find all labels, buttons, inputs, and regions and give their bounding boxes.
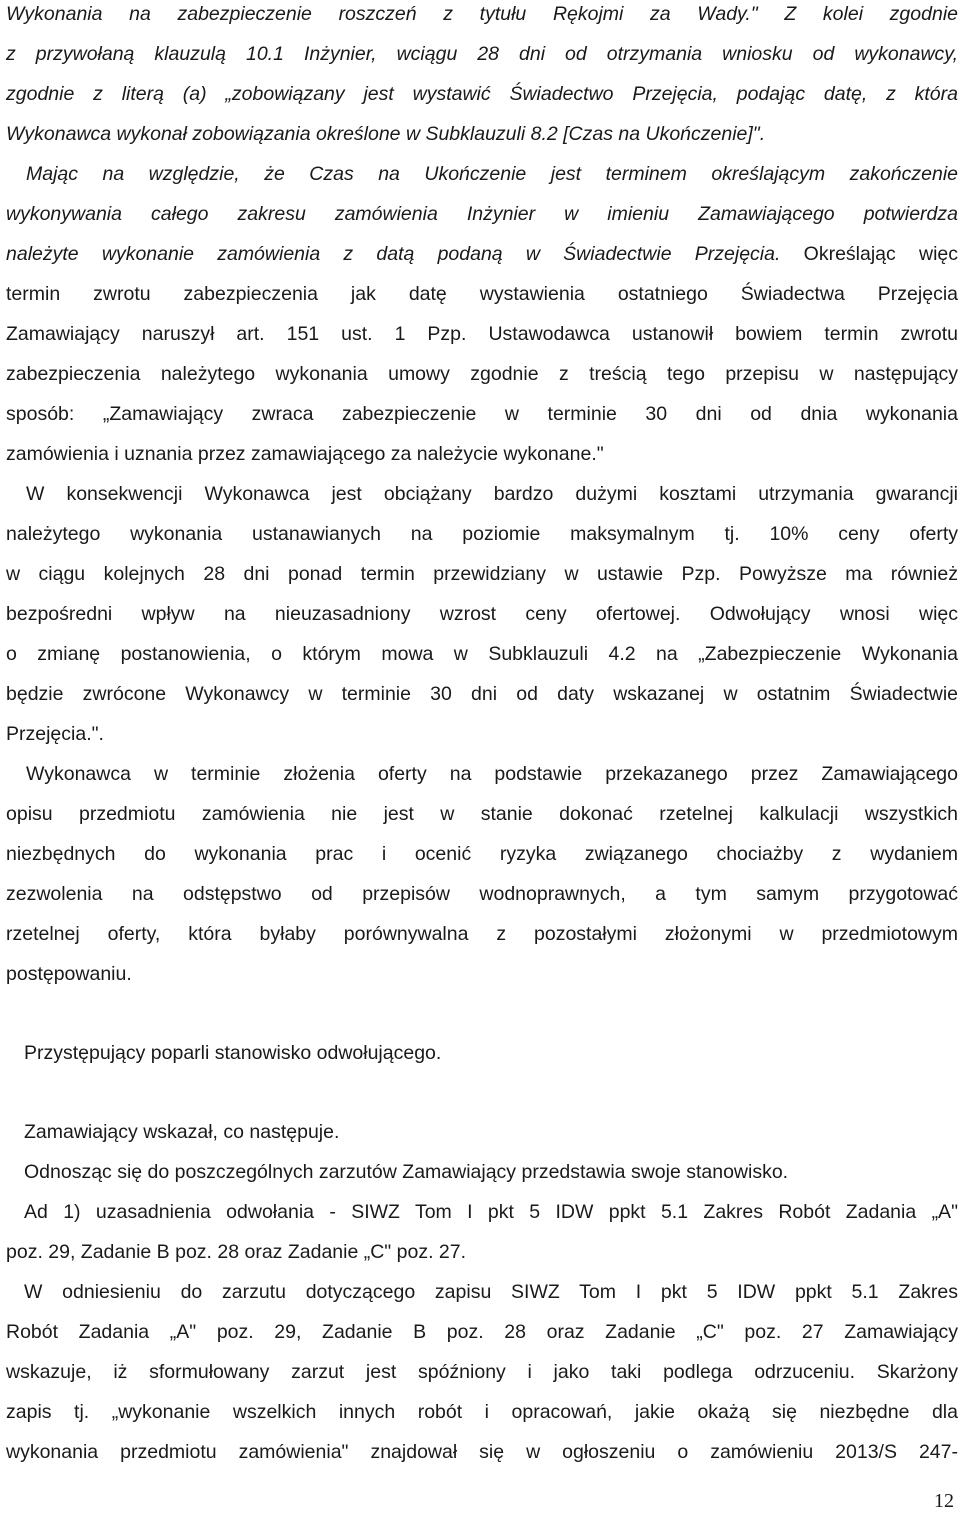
page-number: 12 <box>934 1490 954 1512</box>
paragraph-line: zapis tj. „wykonanie wszelkich innych robót i opracowań, jakie okażą się niezbędne dla <box>6 1401 958 1423</box>
paragraph-line: Odnosząc się do poszczególnych zarzutów Zamawiający przedstawia swoje stanowisko. <box>24 1161 789 1183</box>
paragraph-line: sposób: „Zamawiający zwraca zabezpieczenie w terminie 30 dni od dnia wykonania <box>6 403 958 425</box>
text-segment: należyte wykonanie zamówienia z datą podaną w Świadectwie Przejęcia. <box>6 243 781 265</box>
paragraph-line: niezbędnych do wykonania prac i ocenić ryzyka związanego chociażby z wydaniem <box>6 843 958 865</box>
paragraph-line: zabezpieczenia należytego wykonania umowy zgodnie z treścią tego przepisu w następujący <box>6 363 958 385</box>
text-segment: Określając więc <box>803 243 959 265</box>
paragraph-line <box>6 322 958 346</box>
paragraph-line: bezpośredni wpływ na nieuzasadniony wzrost ceny ofertowej. Odwołujący wnosi więc <box>6 603 958 625</box>
paragraph-line: zamówienia i uznania przez zamawiającego za należycie wykonane." <box>6 443 604 465</box>
paragraph-line: wskazuje, iż sformułowany zarzut jest spóźniony i jako taki podlega odrzuceniu. Skarżony <box>6 1361 958 1383</box>
paragraph-line: wykonywania całego zakresu zamówienia Inżynier w imieniu Zamawiającego potwierdza <box>6 203 958 225</box>
paragraph-line: rzetelnej oferty, która byłaby porównywalna z pozostałymi złożonymi w przedmiotowym <box>6 923 958 945</box>
paragraph-line: z przywołaną klauzulą 10.1 Inżynier, wciągu 28 dni od otrzymania wniosku od wykonawcy, <box>6 43 958 65</box>
paragraph-line: poz. 29, Zadanie B poz. 28 oraz Zadanie „C" poz. 27. <box>6 1241 467 1263</box>
paragraph-line: Wykonawca wykonał zobowiązania określone w Subklauzuli 8.2 [Czas na Ukończenie]". <box>6 123 766 145</box>
paragraph-line: W odniesieniu do zarzutu dotyczącego zapisu SIWZ Tom I pkt 5 IDW ppkt 5.1 Zakres <box>24 1281 958 1303</box>
paragraph-line: Ad 1) uzasadnienia odwołania - SIWZ Tom I pkt 5 IDW ppkt 5.1 Zakres Robót Zadania „A" <box>24 1201 958 1223</box>
paragraph-line: zezwolenia na odstępstwo od przepisów wodnoprawnych, a tym samym przygotować <box>6 883 958 905</box>
paragraph-line: Wykonawca w terminie złożenia oferty na podstawie przekazanego przez Zamawiającego <box>26 763 958 785</box>
paragraph-line: termin zwrotu zabezpieczenia jak datę wystawienia ostatniego Świadectwa Przejęcia <box>6 283 958 305</box>
paragraph-line: w ciągu kolejnych 28 dni ponad termin przewidziany w ustawie Pzp. Powyższe ma również <box>6 563 958 585</box>
paragraph-line: Przystępujący poparli stanowisko odwołującego. <box>24 1042 442 1064</box>
paragraph-line: Przejęcia.". <box>6 723 104 745</box>
paragraph-line: opisu przedmiotu zamówienia nie jest w stanie dokonać rzetelnej kalkulacji wszystkich <box>6 803 958 825</box>
paragraph-line: będzie zwrócone Wykonawcy w terminie 30 dni od daty wskazanej w ostatnim Świadectwie <box>6 683 958 705</box>
paragraph-line: należytego wykonania ustanawianych na poziomie maksymalnym tj. 10% ceny oferty <box>6 523 958 545</box>
paragraph-line <box>6 242 958 266</box>
paragraph-line: Zamawiający wskazał, co następuje. <box>24 1121 340 1143</box>
paragraph-line: zgodnie z literą (a) „zobowiązany jest wystawić Świadectwo Przejęcia, podając datę, z która <box>6 83 958 105</box>
text-segment: Zamawiający naruszył art. 151 ust. 1 Pzp. <box>6 323 467 345</box>
paragraph-line: postępowaniu. <box>6 963 132 985</box>
paragraph-line: Mając na względzie, że Czas na Ukończenie jest terminem określającym zakończenie <box>26 163 958 185</box>
text-segment: Ustawodawca ustanowił bowiem termin zwrotu <box>488 323 958 345</box>
paragraph-line: Robót Zadania „A" poz. 29, Zadanie B poz. 28 oraz Zadanie „C" poz. 27 Zamawiający <box>6 1321 958 1343</box>
paragraph-line: Wykonania na zabezpieczenie roszczeń z tytułu Rękojmi za Wady." Z kolei zgodnie <box>6 3 958 25</box>
paragraph-line: W konsekwencji Wykonawca jest obciążany bardzo dużymi kosztami utrzymania gwarancji <box>26 483 958 505</box>
paragraph-line: wykonania przedmiotu zamówienia" znajdował się w ogłoszeniu o zamówieniu 2013/S 247- <box>6 1441 958 1463</box>
paragraph-line: o zmianę postanowienia, o którym mowa w Subklauzuli 4.2 na „Zabezpieczenie Wykonania <box>6 643 958 665</box>
